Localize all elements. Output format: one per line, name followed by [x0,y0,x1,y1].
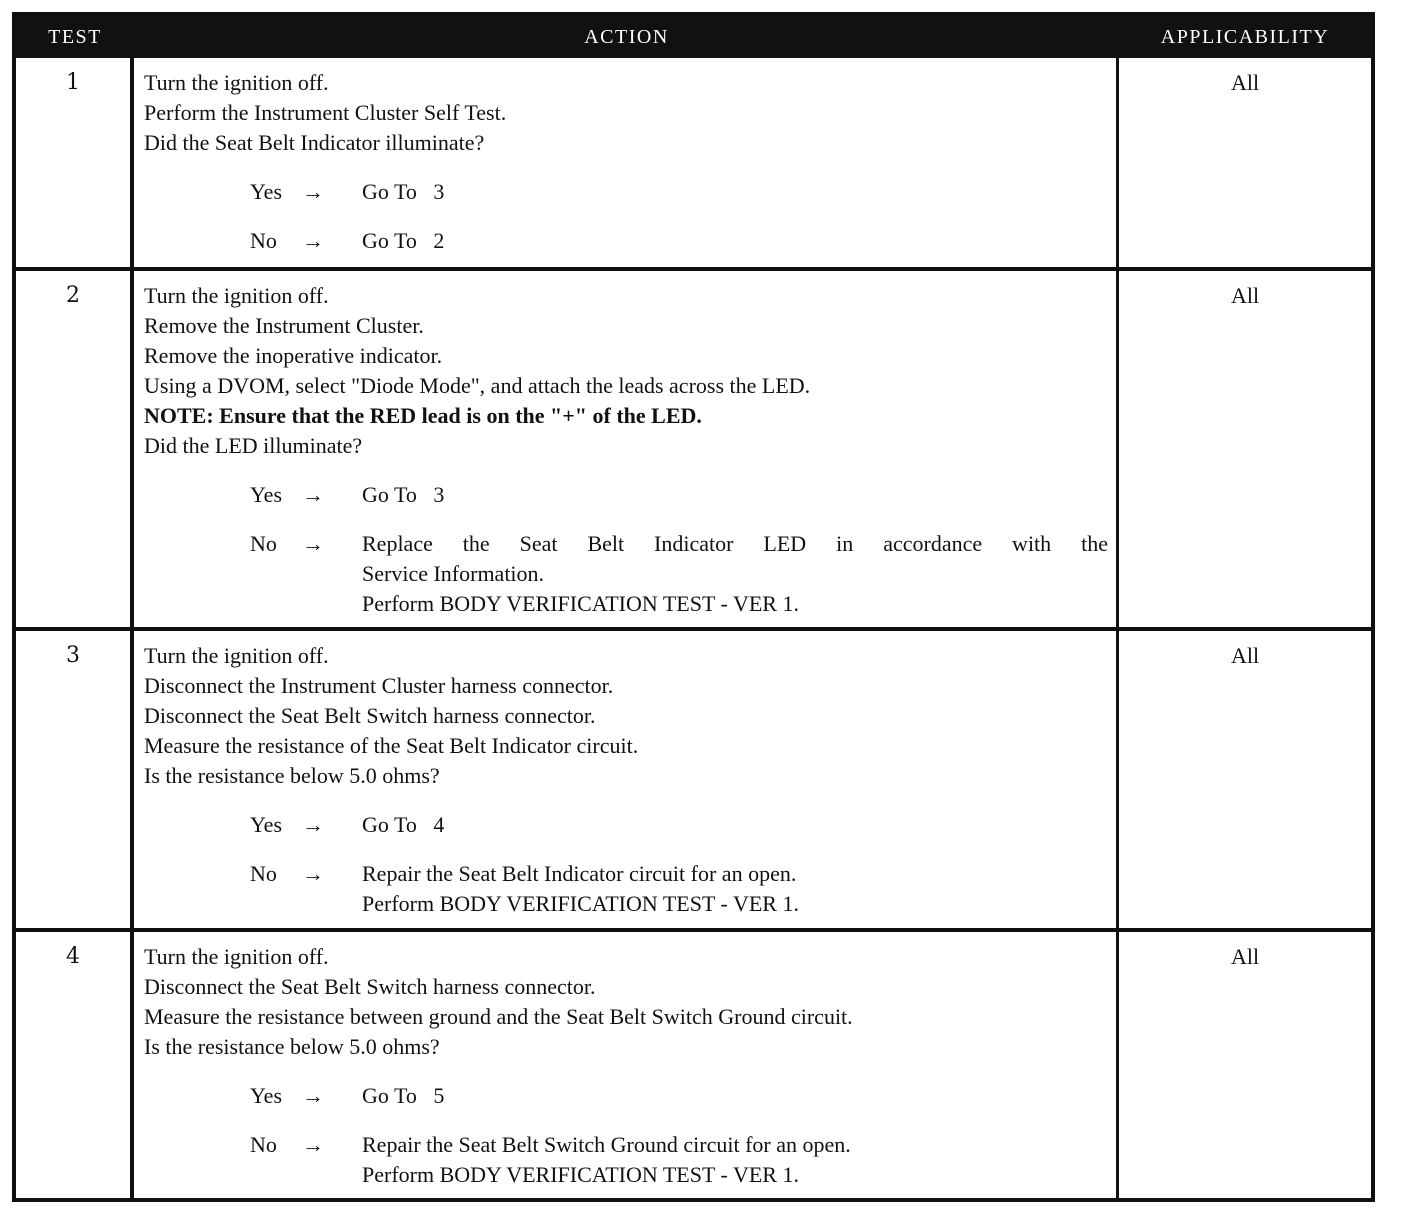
action-step: Is the resistance below 5.0 ohms? [144,763,440,789]
no-branch [250,1130,1108,1190]
branch-result: Go To 5 [362,1083,445,1108]
header-applicability: APPLICABILITY [1160,25,1330,48]
branch-result: Replace the Seat Belt Indicator LED in accordance with the [362,531,1108,557]
right-arrow-icon: → [302,482,324,508]
yes-label: Yes [250,482,283,508]
table-row [16,928,1371,1198]
no-branch [250,529,1108,619]
action-question: Did the LED illuminate? [144,433,363,459]
branch-result: Go To 3 [362,482,445,508]
yes-label: Yes [250,812,283,838]
test-number: 4 [16,932,134,1198]
header-action: ACTION [584,25,669,48]
no-label: No [250,228,277,253]
right-arrow-icon: → [302,531,324,557]
no-label: No [250,1132,277,1157]
branch-result: Service Information. [362,561,545,587]
no-label: No [250,531,277,557]
action-cell [134,932,1119,1198]
no-branch [250,859,1108,919]
yes-label: Yes [250,1083,283,1108]
action-cell [134,58,1119,267]
branch-result: Perform BODY VERIFICATION TEST - VER 1. [362,591,799,617]
action-cell [134,631,1119,928]
action-step: Measure the resistance between ground and the Seat Belt Switch Ground circuit. [144,1004,853,1029]
branch-result: Perform BODY VERIFICATION TEST - VER 1. [362,891,799,917]
action-step: Perform the Instrument Cluster Self Test. [144,100,507,125]
table-row [16,58,1371,267]
no-label: No [250,861,277,887]
branch-result: Go To 3 [362,179,445,204]
no-branch [250,226,1108,256]
right-arrow-icon: → [302,1083,324,1108]
branch-result: Repair the Seat Belt Switch Ground circuit for an open. [362,1132,851,1157]
action-step: Turn the ignition off. [144,643,329,669]
branch-result: Go To 4 [362,812,445,838]
action-step: Disconnect the Seat Belt Switch harness connector. [144,703,596,729]
applicability-value: All [1230,944,1260,969]
action-cell [134,271,1119,627]
action-step: Remove the Instrument Cluster. [144,313,424,339]
action-step: Measure the resistance of the Seat Belt Indicator circuit. [144,733,639,759]
action-step: Disconnect the Seat Belt Switch harness connector. [144,974,596,999]
applicability-value: All [1230,70,1260,95]
yes-label: Yes [250,179,283,204]
branch-result: Repair the Seat Belt Indicator circuit for an open. [362,861,797,887]
action-step: Did the Seat Belt Indicator illuminate? [144,130,485,155]
right-arrow-icon: → [302,179,324,204]
action-step: Disconnect the Instrument Cluster harness connector. [144,673,614,699]
action-step: Turn the ignition off. [144,70,329,95]
applicability-value: All [1230,283,1260,309]
yes-branch [250,480,1108,510]
yes-branch [250,177,1108,207]
yes-branch [250,810,1108,840]
branch-result: Go To 2 [362,228,445,253]
header-test: TEST [48,25,102,48]
action-step: Using a DVOM, select "Diode Mode", and attach the leads across the LED. [144,373,811,399]
branch-result: Perform BODY VERIFICATION TEST - VER 1. [362,1162,799,1187]
applicability-value: All [1230,643,1260,669]
right-arrow-icon: → [302,812,324,838]
diagnostic-test-table [12,12,1375,1202]
test-number: 1 [16,58,134,267]
action-step: Turn the ignition off. [144,944,329,969]
table-row [16,267,1371,627]
table-row [16,627,1371,928]
note-text: NOTE: Ensure that the RED lead is on the "+" of the LED. [144,403,702,429]
right-arrow-icon: → [302,861,324,887]
table-header [16,16,1371,58]
right-arrow-icon: → [302,1132,324,1157]
test-number: 2 [16,271,134,627]
test-number: 3 [16,631,134,928]
action-step: Remove the inoperative indicator. [144,343,443,369]
action-step: Turn the ignition off. [144,283,329,309]
right-arrow-icon: → [302,228,324,253]
yes-branch [250,1081,1108,1111]
action-step: Is the resistance below 5.0 ohms? [144,1034,440,1059]
